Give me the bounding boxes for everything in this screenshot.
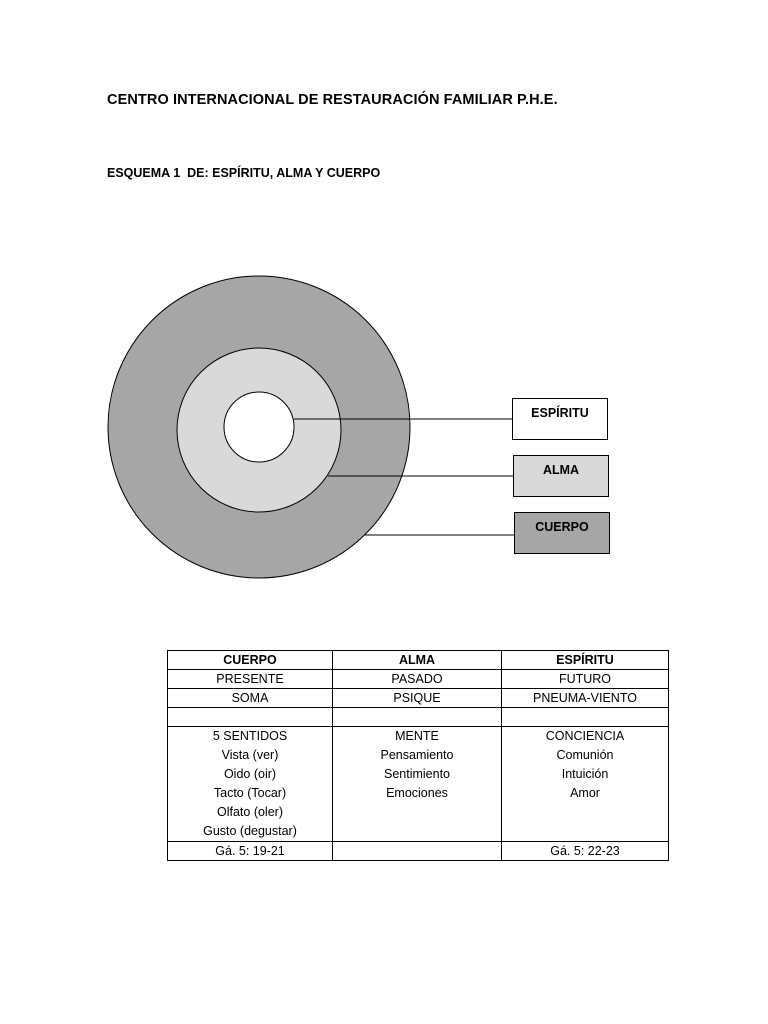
cell-empty xyxy=(333,708,502,727)
list-item: Intuición xyxy=(561,767,609,781)
list-item: Olfato (oler) xyxy=(217,805,283,819)
cell-empty xyxy=(168,708,333,727)
table-header-row xyxy=(168,651,669,670)
list-item: CONCIENCIA xyxy=(545,729,625,743)
cell-soul-ref xyxy=(333,842,502,861)
list-item: 5 SENTIDOS xyxy=(212,729,288,743)
list-item: Sentimiento xyxy=(383,767,450,781)
table-row-greek xyxy=(168,689,669,708)
header-spirit: ESPÍRITU xyxy=(502,651,669,670)
table-row-refs xyxy=(168,842,669,861)
list-item: Oido (oir) xyxy=(223,767,277,781)
cell-body-ref: Gá. 5: 19-21 xyxy=(168,842,333,861)
list-item: Vista (ver) xyxy=(221,748,279,762)
page-title: CENTRO INTERNACIONAL DE RESTAURACIÓN FAMILIAR P.H.E. xyxy=(107,92,558,108)
cell-spirit-ref: Gá. 5: 22-23 xyxy=(502,842,669,861)
body-label-box: CUERPO xyxy=(514,512,610,554)
cell-soul-time: PASADO xyxy=(333,670,502,689)
list-item: Comunión xyxy=(556,748,614,762)
table-row-time xyxy=(168,670,669,689)
diagram-subtitle: ESQUEMA 1 DE: ESPÍRITU, ALMA Y CUERPO xyxy=(107,166,381,180)
soul-label-box: ALMA xyxy=(513,455,609,497)
table-row-lists xyxy=(168,727,669,842)
comparison-table xyxy=(167,650,669,861)
inner-circle-spirit xyxy=(224,392,294,462)
cell-empty xyxy=(502,708,669,727)
cell-body-list xyxy=(168,727,333,842)
list-item: Gusto (degustar) xyxy=(203,824,297,838)
cell-spirit-greek: PNEUMA-VIENTO xyxy=(502,689,669,708)
list-item: Pensamiento xyxy=(380,748,454,762)
cell-soul-greek: PSIQUE xyxy=(333,689,502,708)
table-row-empty xyxy=(168,708,669,727)
header-body: CUERPO xyxy=(168,651,333,670)
cell-spirit-time: FUTURO xyxy=(502,670,669,689)
cell-soul-list xyxy=(333,727,502,842)
list-item: Tacto (Tocar) xyxy=(213,786,287,800)
list-item: Emociones xyxy=(386,786,448,800)
list-item: MENTE xyxy=(395,729,439,743)
cell-spirit-list xyxy=(502,727,669,842)
spirit-label-box: ESPÍRITU xyxy=(512,398,608,440)
cell-body-time: PRESENTE xyxy=(168,670,333,689)
header-soul: ALMA xyxy=(333,651,502,670)
cell-body-greek: SOMA xyxy=(168,689,333,708)
list-item: Amor xyxy=(570,786,600,800)
